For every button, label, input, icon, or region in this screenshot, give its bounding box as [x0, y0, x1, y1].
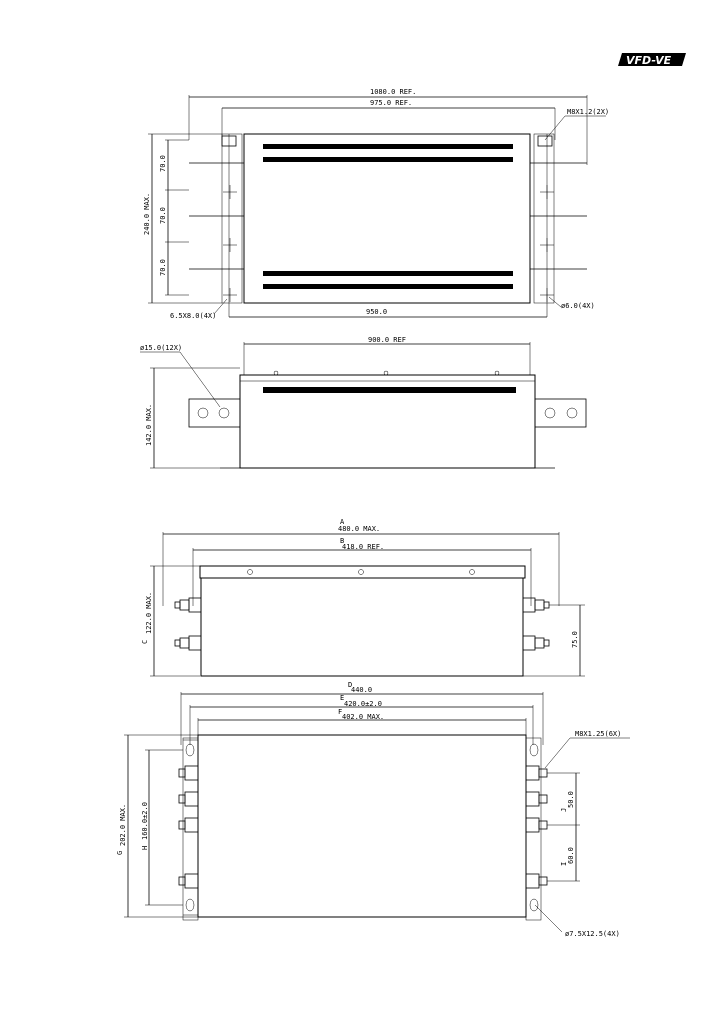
- bottom-view: [116, 681, 630, 938]
- width-f-dim: 402.0 MAX.: [342, 713, 385, 721]
- label-j: J: [560, 807, 568, 812]
- height-h-dim: 160.0±2.0: [141, 802, 149, 840]
- slot-size-callout: 6.5X8.0(4X): [170, 312, 217, 320]
- front-overall-width: 480.0 MAX.: [338, 525, 381, 533]
- width-d-dim: 440.0: [351, 686, 373, 694]
- busbar-left: [189, 399, 240, 427]
- spacing-dim-1: 70.0: [159, 155, 167, 172]
- brand-logo: [618, 53, 686, 67]
- front-height-dim: 122.0 MAX.: [145, 591, 153, 634]
- front-inner-width: 418.0 REF.: [342, 543, 385, 551]
- width-e-dim: 420.0±2.0: [344, 700, 382, 708]
- bottom-studs-right: [526, 766, 547, 888]
- bottom-studs-left: [179, 766, 198, 888]
- label-h: H: [141, 845, 149, 850]
- hole-spec-callout: ø15.0(12X): [140, 344, 183, 352]
- front-terminals-right: [523, 598, 549, 650]
- spacing-j-dim: 50.0: [567, 791, 575, 808]
- bolt-spec-callout-bottom: M8X1.25(6X): [575, 730, 622, 738]
- bottom-height-max: 202.0 MAX.: [119, 803, 127, 846]
- label-i: I: [560, 861, 568, 866]
- label-a: A: [340, 518, 345, 526]
- front-terminals-left: [175, 598, 201, 650]
- terminal-height-dim: 75.0: [571, 631, 579, 648]
- side-width-dim: 900.0 REF: [368, 336, 406, 344]
- mount-width-dim: 950.0: [366, 308, 388, 316]
- side-height-dim: 142.0 MAX.: [145, 403, 153, 446]
- top-view: [143, 88, 609, 320]
- brand-logo-text: VFD-VE: [626, 54, 672, 67]
- label-g: G: [116, 850, 124, 855]
- spacing-dim-3: 70.0: [159, 259, 167, 276]
- label-d: D: [348, 681, 353, 689]
- label-e: E: [340, 694, 345, 702]
- slot-size-callout-bottom: ø7.5X12.5(4X): [565, 930, 620, 938]
- overall-width-dim: 1080.0 REF.: [370, 88, 417, 96]
- hole-size-callout: ø6.0(4X): [561, 302, 595, 310]
- inner-width-dim: 975.0 REF.: [370, 99, 413, 107]
- label-f: F: [338, 708, 343, 716]
- label-c-front: C: [141, 639, 149, 644]
- spacing-i-dim: 60.0: [567, 847, 575, 864]
- busbar-right: [535, 399, 586, 427]
- front-view: [141, 518, 585, 676]
- spacing-dim-2: 70.0: [159, 207, 167, 224]
- side-view: [140, 336, 586, 468]
- bolt-spec-callout: M8X1.2(2X): [567, 108, 610, 116]
- label-b: B: [340, 537, 345, 545]
- height-max-dim: 240.0 MAX.: [143, 192, 151, 235]
